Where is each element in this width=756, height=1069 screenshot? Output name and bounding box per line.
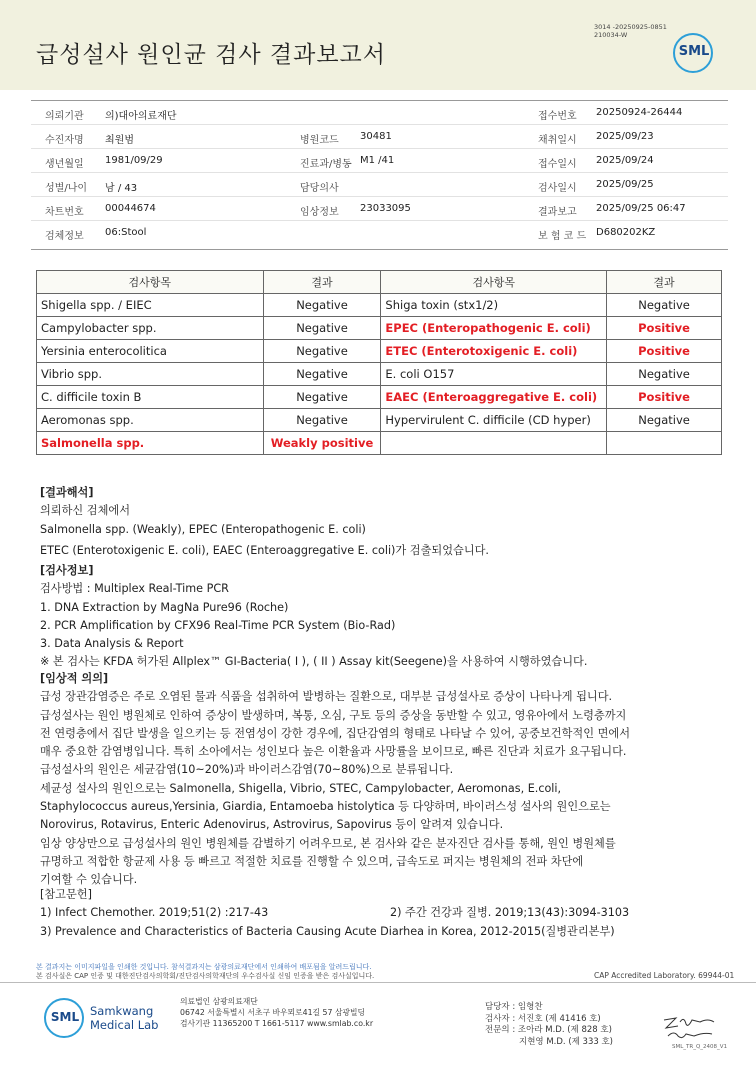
insurance-label: 보 험 코 드 (538, 231, 587, 242)
method-title: [검사정보] (40, 564, 94, 577)
table-row (37, 432, 722, 455)
test-result: Negative (296, 367, 348, 381)
method-line: 1. DNA Extraction by MagNa Pure96 (Roche) (40, 600, 289, 614)
test-item: EPEC (Enteropathogenic E. coli) (385, 321, 591, 335)
interpretation-line: ETEC (Enterotoxigenic E. coli), EAEC (Enteroaggregative E. coli)가 검출되었습니다. (40, 543, 489, 557)
cap-accreditation: CAP Accredited Laboratory. 69944-01 (594, 971, 735, 980)
test-result: Negative (296, 344, 348, 358)
insurance-value: D680202KZ (596, 227, 656, 238)
patient-value: 최원범 (105, 135, 134, 146)
specimen-value: 06:Stool (105, 227, 147, 238)
clinical-line: Norovirus, Rotavirus, Enteric Adenovirus, Astrovirus, Sapovirus 등이 알려져 있습니다. (40, 818, 504, 832)
interpretation-line: 의뢰하신 검체에서 (40, 504, 131, 518)
sml-footer-logo-text: SML (50, 1010, 80, 1024)
table-cell (263, 340, 381, 363)
clinical-line: 매우 중요한 감염병입니다. 특히 소아에서는 성인보다 높은 이환율과 사망률을 보이므로, 빠른 진단과 치료가 요구됩니다. (40, 745, 627, 759)
table-cell (607, 340, 722, 363)
hospital-code-label: 병원코드 (300, 135, 339, 146)
test-result: Negative (296, 298, 348, 312)
sml-logo-text: SML (678, 44, 710, 59)
test-result: Weakly positive (270, 436, 374, 450)
table-cell (37, 409, 264, 432)
certification-notice: 본 검사실은 CAP 인증 및 대한진단검사의학회/진단검사의학재단의 우수검사실 신임 인증을 받은 검사실입니다. (36, 972, 375, 980)
chart-value: 00044674 (105, 203, 156, 214)
test-item: ETEC (Enterotoxigenic E. coli) (385, 344, 578, 358)
table-cell (263, 409, 381, 432)
document-code: 3014 -20250925-0851 210034-W (594, 23, 667, 39)
receipt-no-label: 접수번호 (538, 111, 577, 122)
test-item: Yersinia enterocolitica (41, 344, 167, 358)
method-line: 3. Data Analysis & Report (40, 637, 184, 651)
clinical-line: Staphylococcus aureus,Yersinia, Giardia, Entamoeba histolytica 등 다양하며, 바이러스성 설사의 원인으로는 (40, 800, 611, 814)
interpretation-line: Salmonella spp. (Weakly), EPEC (Enteropathogenic E. coli) (40, 522, 366, 536)
info-row (31, 221, 728, 244)
test-item: Aeromonas spp. (41, 413, 134, 427)
clinical-line: 전 연령층에서 집단 발생을 일으키는 등 전염성이 강한 경우에, 집단감염의 형태로 나타날 수 있어, 공중보건학적인 면에서 (40, 726, 631, 740)
table-cell (263, 317, 381, 340)
table-cell (37, 317, 264, 340)
table-cell (381, 317, 607, 340)
clinical-info-value: 23033095 (360, 203, 411, 214)
test-item: Hypervirulent C. difficile (CD hyper) (385, 413, 591, 427)
table-cell (263, 386, 381, 409)
table-cell (381, 409, 607, 432)
results-header-row (37, 271, 722, 294)
method-line: ※ 본 검사는 KFDA 허가된 Allplex™ GI-Bacteria( I ), ( II ) Assay kit(Seegene)을 사용하여 시행하였습니다. (40, 655, 588, 669)
dept-label: 진료과/병동 (300, 159, 352, 170)
table-row (37, 363, 722, 386)
test-date-value: 2025/09/25 (596, 179, 654, 190)
receipt-no-value: 20250924-26444 (596, 107, 683, 118)
table-cell (37, 363, 264, 386)
table-row (37, 340, 722, 363)
institution-value: 의)대아의료재단 (105, 111, 177, 122)
clinical-line: 기여할 수 있습니다. (40, 873, 138, 887)
table-cell (607, 317, 722, 340)
chart-label: 차트번호 (45, 207, 84, 218)
test-result: Negative (638, 298, 690, 312)
test-item: Vibrio spp. (41, 367, 102, 381)
specimen-label: 검체정보 (45, 231, 84, 242)
print-notice: 본 결과지는 이미지파일을 인쇄한 것입니다. 참석결과지는 삼광의료재단에서 인쇄하여 배포됨을 알려드립니다. (36, 963, 372, 971)
table-cell (381, 363, 607, 386)
table-row (37, 409, 722, 432)
lab-name: Samkwang Medical Lab (90, 1004, 159, 1032)
patient-info (31, 100, 728, 250)
results-body (37, 294, 722, 455)
column-header: 검사항목 (381, 271, 607, 294)
table-cell (37, 294, 264, 317)
hospital-code-value: 30481 (360, 131, 392, 142)
reference-item: 2) 주간 건강과 질병. 2019;13(43):3094-3103 (390, 906, 630, 920)
interpretation-title: [결과해석] (40, 486, 94, 499)
dept-value: M1 /41 (360, 155, 395, 166)
clinical-line: 급성설사는 원인 병원체로 인하여 증상이 발생하며, 복통, 오심, 구토 등의 증상을 동반할 수 있고, 영유아에서 노령층까지 (40, 708, 627, 722)
clinical-line: 급성설사의 원인은 세균감염(10~20%)과 바이러스감염(70~80%)으로 분류됩니다. (40, 763, 454, 777)
report-title: 급성설사 원인균 검사 결과보고서 (36, 42, 386, 68)
report-date-value: 2025/09/25 06:47 (596, 203, 686, 214)
reference-row (40, 904, 630, 922)
test-result: Negative (296, 413, 348, 427)
report-header (0, 0, 756, 90)
test-item: C. difficile toxin B (41, 390, 142, 404)
footer-divider (0, 982, 756, 983)
table-row (37, 317, 722, 340)
table-cell (37, 340, 264, 363)
receipt-date-label: 접수일시 (538, 159, 577, 170)
dob-value: 1981/09/29 (105, 155, 163, 166)
doctor-label: 담당의사 (300, 183, 339, 194)
test-item: Campylobacter spp. (41, 321, 157, 335)
table-cell (607, 432, 722, 455)
table-cell (263, 294, 381, 317)
table-row (37, 386, 722, 409)
table-cell (381, 432, 607, 455)
method-section (40, 562, 587, 672)
table-cell (381, 294, 607, 317)
test-result: Negative (296, 390, 348, 404)
table-row (37, 294, 722, 317)
table-cell (263, 432, 381, 455)
dob-label: 생년월일 (45, 159, 84, 170)
table-cell (37, 386, 264, 409)
method-line: 2. PCR Amplification by CFX96 Real-Time PCR System (Bio-Rad) (40, 618, 396, 632)
info-row (31, 197, 728, 221)
references-title: [참고문헌] (40, 888, 92, 901)
table-cell (607, 363, 722, 386)
column-header: 결과 (263, 271, 381, 294)
sex-age-label: 성별/나이 (45, 183, 88, 194)
collect-date-value: 2025/09/23 (596, 131, 654, 142)
results-table (36, 270, 722, 455)
collect-date-label: 채취일시 (538, 135, 577, 146)
column-header: 검사항목 (37, 271, 264, 294)
clinical-significance-section (40, 670, 630, 890)
table-cell (607, 386, 722, 409)
reference-item: 1) Infect Chemother. 2019;51(2) :217-43 (40, 906, 269, 920)
signature-icon (660, 1010, 720, 1042)
table-cell (607, 409, 722, 432)
test-item: E. coli O157 (385, 367, 455, 381)
clinical-line: 임상 양상만으로 급성설사의 원인 병원체를 감별하기 어려우므로, 본 검사와 같은 분자진단 검사를 통해, 원인 병원체를 (40, 836, 616, 850)
sex-age-value: 남 / 43 (105, 183, 138, 194)
table-cell (381, 340, 607, 363)
test-result: Negative (296, 321, 348, 335)
test-result: Positive (638, 344, 690, 358)
table-cell (263, 363, 381, 386)
table-cell (381, 386, 607, 409)
test-item: Shiga toxin (stx1/2) (385, 298, 499, 312)
clinical-line: 규명하고 적합한 항균제 사용 등 빠르고 적절한 치료를 진행할 수 있으며, 급속도로 퍼지는 병원체의 전파 차단에 (40, 854, 584, 868)
reference-item: 3) Prevalence and Characteristics of Bacteria Causing Acute Diarhea in Korea, 2012-2015(질병관리본부) (40, 924, 615, 938)
interpretation-section (40, 484, 489, 560)
test-item: Shigella spp. / EIEC (41, 298, 152, 312)
method-line: 검사방법 : Multiplex Real-Time PCR (40, 582, 229, 596)
report-date-label: 결과보고 (538, 207, 577, 218)
references-section (40, 886, 630, 941)
test-result: Negative (638, 413, 690, 427)
test-date-label: 검사일시 (538, 183, 577, 194)
test-result: Negative (638, 367, 690, 381)
clinical-line: 세균성 설사의 원인으로는 Salmonella, Shigella, Vibrio, STEC, Campylobacter, Aeromonas, E.coli, (40, 781, 562, 795)
patient-label: 수진자명 (45, 135, 84, 146)
receipt-date-value: 2025/09/24 (596, 155, 654, 166)
test-result: Positive (638, 390, 690, 404)
test-item: Salmonella spp. (41, 436, 145, 450)
table-cell (607, 294, 722, 317)
form-code: SML_TR_Q_2408_V1 (672, 1044, 728, 1050)
lab-address: 의료법인 삼광의료재단 06742 서울특별시 서초구 바우뫼로41길 57 삼광빌딩 검사기관 11365200 T 1661-5117 www.smlab.co.kr (180, 997, 374, 1028)
clinical-info-label: 임상정보 (300, 207, 339, 218)
info-row (31, 125, 728, 149)
table-cell (37, 432, 264, 455)
info-row (31, 173, 728, 197)
staff-list: 담당자 : 임형찬 검사자 : 서진호 (제 41416 호) 전문의 : 조아라 M.D. (제 828 호) 지현영 M.D. (제 333 호) (485, 1002, 614, 1047)
test-item: EAEC (Enteroaggregative E. coli) (385, 390, 598, 404)
test-result: Positive (638, 321, 690, 335)
institution-label: 의뢰기관 (45, 111, 84, 122)
clinical-significance-title: [임상적 의의] (40, 672, 109, 685)
info-row (31, 149, 728, 173)
column-header: 결과 (607, 271, 722, 294)
info-row (31, 101, 728, 125)
clinical-line: 급성 장관감염증은 주로 오염된 물과 식품을 섭취하여 발병하는 질환으로, 대부분 급성설사로 증상이 나타나게 됩니다. (40, 690, 613, 704)
